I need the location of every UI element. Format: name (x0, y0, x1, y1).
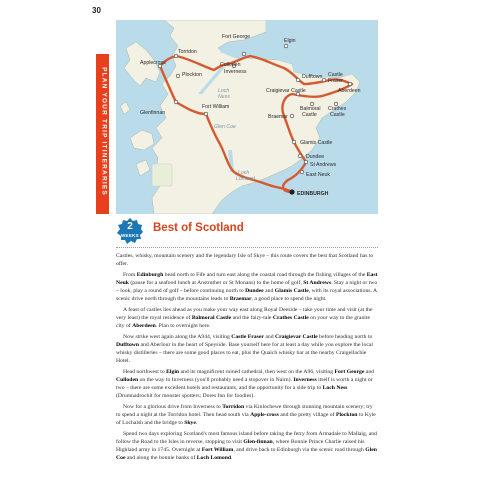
paragraph-text: Now strike west again along the A944, visiting (123, 334, 232, 340)
duration-number: 2 (127, 221, 133, 232)
place-highlight: Loch Lomond (196, 455, 232, 461)
label-inverness: Inverness (224, 69, 247, 75)
label-castle-fraser-2: Fraser (328, 78, 343, 84)
itinerary-title: Best of Scotland (153, 222, 244, 234)
itinerary-paragraph (116, 368, 378, 400)
place-highlight: Fort George (334, 369, 365, 375)
label-loch-ness-1: Loch (218, 88, 230, 94)
place-highlight: Dundee (245, 288, 264, 294)
label-aberdeen: Aberdeen (338, 88, 361, 94)
paragraph-text: Head northwest to (123, 369, 167, 375)
itinerary-paragraph (116, 430, 378, 462)
place-highlight: Glen-finnan (243, 439, 273, 445)
label-crathes-1: Crathes (328, 106, 347, 112)
label-elgin: Elgin (284, 38, 296, 44)
itinerary-paragraph (116, 403, 378, 427)
paragraph-text: head north to Fife and turn east along the coastal road through the fishing villages of the (163, 272, 367, 278)
paragraph-text: on the way to Inverness (you'll probably need a stopover in Nairn). (138, 377, 294, 383)
itinerary-body (116, 252, 378, 465)
section-side-tab (96, 54, 109, 214)
page-number: 30 (92, 6, 101, 15)
label-glamis: Glamis Castle (300, 140, 333, 146)
place-highlight: Skye (184, 420, 196, 426)
label-culloden: Culloden (220, 62, 241, 68)
paragraph-text: , with its royal associations. A scenic drive north through the mountains leads to (116, 288, 377, 302)
itinerary-paragraph (116, 252, 378, 268)
label-dufftown: Dufftown (302, 74, 323, 80)
label-loch-ness-2: Ness (218, 94, 230, 100)
paragraph-text: . (195, 420, 198, 426)
place-highlight: Edinburgh (136, 272, 164, 278)
label-loch-lomond-2: Lomond (236, 176, 255, 182)
place-highlight: Torridon (222, 404, 245, 410)
paragraph-text: before heading north to (317, 334, 373, 340)
itinerary-paragraph (116, 306, 378, 330)
paragraph-text: . Plan to overnight here. (155, 323, 211, 329)
paragraph-text: itself is worth a night or two – there are some excellent hotels and restaurants, and the opportunity for a side trip to (116, 377, 373, 391)
title-divider (116, 247, 378, 248)
paragraph-text: and (364, 369, 375, 375)
paragraph-text: and along the bonnie banks of (125, 455, 197, 461)
label-edinburgh: EDINBURGH (297, 191, 329, 197)
paragraph-text: (pause for a seafood lunch at Anstruther or St Monans) to the home of golf, (128, 280, 304, 286)
place-highlight: Braemar (229, 296, 252, 302)
place-highlight: St Andrews (303, 280, 332, 286)
paragraph-text: . (231, 455, 233, 461)
itinerary-paragraph (116, 333, 378, 365)
paragraph-text: and Aberlour in the heart of Speyside. Base yourself here for at least a day while you explore the local whisky distilleries – there are some good places to eat, plus the Quaich whisky bar at the nearby Craigellachie Hotel. (116, 342, 373, 364)
paragraph-text: and its magnificent ruined cathedral, then west on the A96, visiting (179, 369, 335, 375)
paragraph-text: on your way to the granite city of (116, 315, 370, 329)
label-balmoral-1: Balmoral (300, 106, 321, 112)
duration-badge (116, 217, 144, 245)
paragraph-text: and (263, 288, 275, 294)
place-highlight: Craigievar Castle (274, 334, 318, 340)
label-balmoral-2: Castle (302, 112, 317, 118)
paragraph-text: Castles, whisky, mountain scenery and the legendary Isle of Skye – this route covers the best that Scotland has to offer. (116, 253, 374, 267)
label-torridon: Torridon (178, 49, 197, 55)
paragraph-text: via Kinlochewe through stunning mountain scenery; try to spend a night at the Torridon hotel. Then head south via (116, 404, 373, 418)
paragraph-text: (Drumnadrochit for monster spotters; Dores Inn for foodies). (116, 393, 255, 399)
label-plockton: Plockton (182, 72, 202, 78)
paragraph-text: , and drive back to Edinburgh via the scenic road through (233, 447, 366, 453)
label-glen-coe: Glen Coe (214, 124, 236, 130)
label-applecross: Applecross (140, 60, 166, 66)
paragraph-text: and (263, 334, 275, 340)
place-highlight: Glen Coe (116, 447, 377, 461)
paragraph-text: From (123, 272, 137, 278)
label-loch-lomond-1: Loch (238, 170, 250, 176)
paragraph-text: , where Bonnie Prince Charlie raised his Highland army in 1745. Overnight at (116, 439, 365, 453)
label-st-andrews: St Andrews (310, 162, 337, 168)
label-braemar: Braemar (268, 114, 288, 120)
label-fort-george: Fort George (222, 34, 250, 40)
side-tab-label: PLAN YOUR TRIP ITINERARIES (100, 67, 108, 196)
place-highlight: Fort William (201, 447, 234, 453)
edinburgh-marker (289, 189, 294, 194)
label-fort-william: Fort William (202, 104, 230, 110)
duration-unit: WEEKS (120, 233, 139, 238)
place-highlight: East Neuk (116, 272, 378, 286)
label-glenfinnan: Glenfinnan (140, 110, 166, 116)
paragraph-text: and the pretty village of (278, 412, 336, 418)
label-dundee: Dundee (306, 154, 325, 160)
paragraph-text: , a good place to spend the night. (251, 296, 327, 302)
place-highlight: Plockton (335, 412, 358, 418)
place-highlight: Crathes Castle (272, 315, 309, 321)
paragraph-text: . Stay a night or two – look, play a round of golf – before continuing north to (116, 280, 378, 294)
place-highlight: Aberdeen (132, 323, 156, 329)
place-highlight: Culloden (116, 377, 139, 383)
place-highlight: Elgin (166, 369, 180, 375)
place-highlight: Glamis Castle (274, 288, 309, 294)
place-highlight: Inverness (293, 377, 317, 383)
place-highlight: Dufftown (116, 342, 140, 348)
label-craigievar: Craigievar Castle (266, 88, 306, 94)
place-highlight: Castle Fraser (231, 334, 264, 340)
paragraph-text: to Kyle of Lochalsh and the bridge to (116, 412, 376, 426)
paragraph-text: Spend two days exploring Scotland's most famous island before taking the ferry from Armadale to Mallaig, and follow the Road to the Isles in reverse, stopping to visit (116, 431, 377, 445)
paragraph-text: Now for a glorious drive from Inverness to (123, 404, 223, 410)
label-crathes-2: Castle (330, 112, 345, 118)
label-castle-fraser-1: Castle (328, 72, 343, 78)
place-highlight: Loch Ness (322, 385, 348, 391)
route-map (116, 20, 378, 214)
paragraph-text: and the fairy-tale (231, 315, 273, 321)
label-east-neuk: East Neuk (306, 172, 330, 178)
paragraph-text: A feast of castles lies ahead as you make your way east along Royal Deeside – take your time and visit (at the very least) the royal residence of (116, 307, 373, 321)
place-highlight: Apple-cross (250, 412, 279, 418)
place-highlight: Balmoral Castle (191, 315, 232, 321)
itinerary-paragraph (116, 271, 378, 303)
